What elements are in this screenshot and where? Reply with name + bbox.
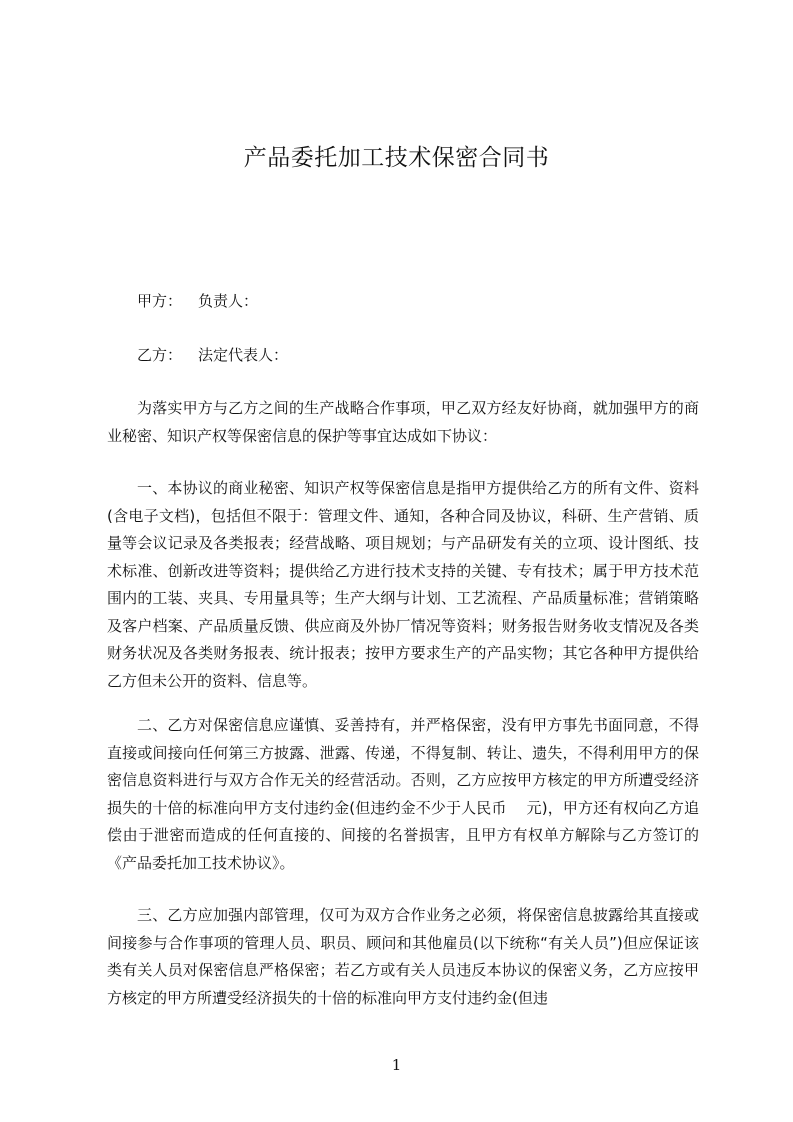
party-b-label: 乙方： <box>137 346 183 364</box>
clause-2-paragraph: 二、乙方对保密信息应谨慎、妥善持有，并严格保密，没有甲方事先书面同意，不得直接或间接向任何第三方披露、泄露、传递，不得复制、转让、遗失，不得利用甲方的保密信息资料进行与双方合作无关的经营活动。否则，乙方应按甲方核定的甲方所遭受经济损失的十倍的标准向甲方支付违约金(但违约金不少于人民币 元)，甲方还有权向乙方追偿由于泄密而造成的任何直接的、间接的名誉损害，且甲方有权单方解除与乙方签订的《产品委托加工技术协议》。 <box>107 716 699 872</box>
party-b-line <box>137 345 288 365</box>
party-b-role: 法定代表人： <box>198 346 289 364</box>
preamble-paragraph: 为落实甲方与乙方之间的生产战略合作事项，甲乙双方经友好协商，就加强甲方的商业秘密、知识产权等保密信息的保护等事宜达成如下协议： <box>107 399 699 445</box>
page-number: 1 <box>391 1056 402 1074</box>
clause-1-paragraph: 一、本协议的商业秘密、知识产权等保密信息是指甲方提供给乙方的所有文件、资料(含电子文档)，包括但不限于：管理文件、通知，各种合同及协议，科研、生产营销、质量等会议记录及各类报表；经营战略、项目规划；与产品研发有关的立项、设计图纸、技术标准、创新改进等资料；提供给乙方进行技术支持的关键、专有技术；属于甲方技术范围内的工装、夹具、专用量具等；生产大纲与计划、工艺流程、产品质量标准；营销策略及客户档案、产品质量反馈、供应商及外协厂情况等资料；财务报告财务收支情况及各类财务状况及各类财务报表、统计报表；按甲方要求生产的产品实物；其它各种甲方提供给乙方但未公开的资料、信息等。 <box>107 479 699 690</box>
party-a-role: 负责人： <box>198 292 259 310</box>
party-a-line <box>137 291 258 311</box>
clause-3-paragraph: 三、乙方应加强内部管理，仅可为双方合作业务之必须，将保密信息披露给其直接或间接参与合作事项的管理人员、职员、顾问和其他雇员(以下统称“有关人员”)但应保证该类有关人员对保密信息严格保密；若乙方或有关人员违反本协议的保密义务，乙方应按甲方核定的甲方所遭受经济损失的十倍的标准向甲方支付违约金(但违 <box>107 906 699 1007</box>
party-a-label: 甲方： <box>137 292 183 310</box>
document-title: 产品委托加工技术保密合同书 <box>243 145 550 171</box>
